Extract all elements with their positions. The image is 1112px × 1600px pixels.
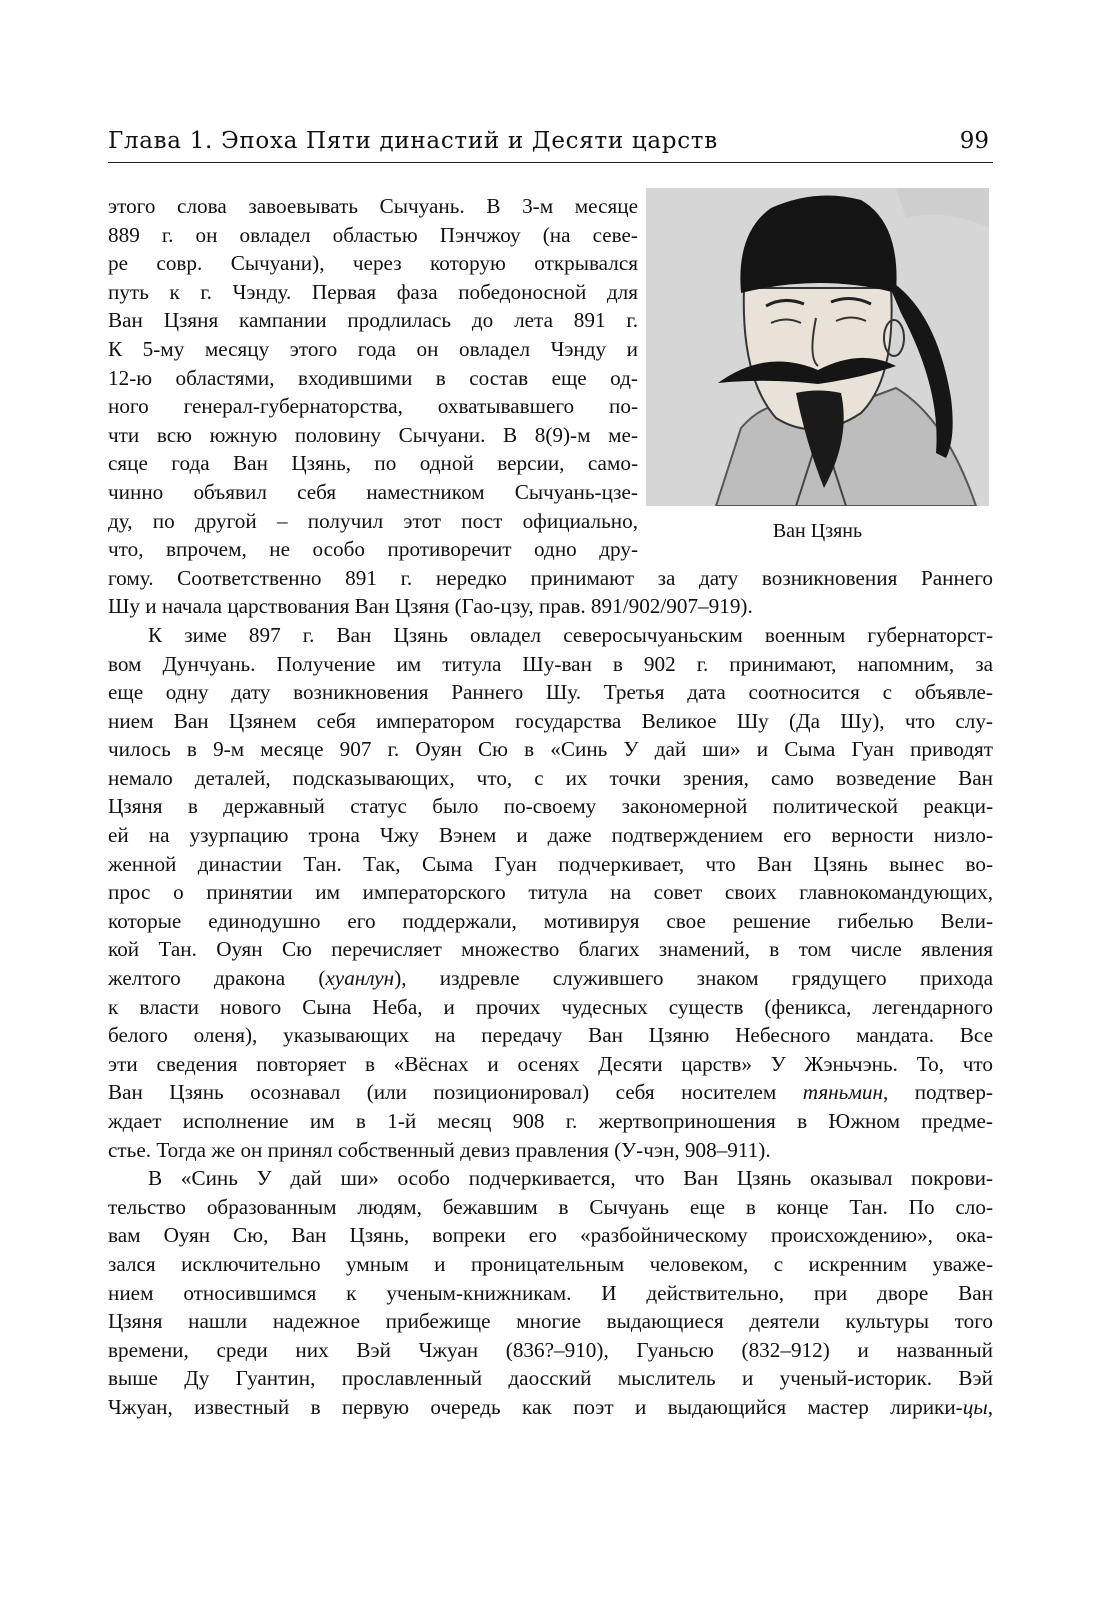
text-segment: ), издревле служившего знаком грядущего прихода [394,966,993,991]
text-line: времени, среди них Вэй Чжуан (836?–910), Гуаньсю (832–912) и названный [108,1337,993,1362]
text-line: ждает исполнение им в 1-й месяц 908 г. жертвоприношения в Южном предме- [108,1109,993,1133]
italic-term: хуанлун [325,966,395,991]
page-header [108,128,993,163]
text-line: ре совр. Сычуани), через которую открывался [108,251,638,276]
text-line: немало деталей, подсказывающих, что, с их точки зрения, само возведение Ван [108,765,993,790]
text-line: которые единодушно его поддержали, мотивируя свое решение гибелью Вели- [108,908,993,933]
text-line: что, впрочем, не особо противоречит одно дру- [108,537,638,562]
text-line: тельство образованным людям, бежавшим в Сычуань еще в конце Тан. По сло- [108,1194,993,1219]
text-line: вом Дунчуань. Получение им титула Шу-ван в 902 г. принимают, напомним, за [108,651,993,676]
text-line [108,1078,993,1107]
text-line: белого оленя), указывающих на передачу Ван Цзяню Небесного мандата. Все [108,1023,993,1048]
text-line: ного генерал-губернаторства, охватывавшего по- [108,394,638,419]
text-line [108,1393,993,1422]
text-line: сяце года Ван Цзянь, по одной версии, само- [108,451,638,476]
text-line: Шу и начала царствования Ван Цзяня (Гао-цзу, прав. 891/902/907–919). [108,594,753,619]
text-line: 889 г. он овладел областью Пэнчжоу (на севе- [108,222,638,247]
text-line: стье. Тогда же он принял собственный девиз правления (У-чэн, 908–911). [108,1137,771,1162]
text-line: эти сведения повторяет в «Вёснах и осенях Десяти царств» У Жэньчэнь. То, что [108,1051,993,1076]
text-line: путь к г. Чэнду. Первая фаза победоносной для [108,279,638,304]
text-line: прос о принятии им императорского титула на совет своих главнокомандующих, [108,880,993,905]
italic-term: тяньмин [802,1080,883,1105]
text-line: гому. Соответственно 891 г. нередко принимают за дату возникновения Раннего [108,565,993,590]
text-line: к власти нового Сына Неба, и прочих чудесных существ (феникса, легендарного [108,994,993,1019]
text-segment: желтого дракона ( [108,966,326,991]
text-line: ду, по другой – получил этот пост официально, [108,508,638,533]
page-number: 99 [959,128,989,154]
text-segment: , [987,1394,993,1419]
text-line: чинно объявил себя наместником Сычуань-цзе- [108,479,638,504]
text-line: К зиме 897 г. Ван Цзянь овладел северосычуаньским военным губернаторст- [148,622,993,647]
text-segment: , подтвер- [882,1080,993,1105]
text-line: чти всю южную половину Сычуани. В 8(9)-м ме- [108,422,638,447]
body-text [108,192,993,1422]
text-line: зался исключительно умным и проницательным человеком, с искренним уваже- [108,1251,993,1276]
text-line: ей на узурпацию трона Чжу Вэнем и даже подтверждением его верности низло- [108,823,993,848]
text-line: этого слова завоевывать Сычуань. В 3-м месяце [108,194,638,218]
text-line: нием Ван Цзянем себя императором государства Великое Шу (Да Шу), что слу- [108,708,993,733]
text-line [108,964,993,993]
text-line: Цзяня нашли надежное прибежище многие выдающиеся деятели культуры того [108,1309,993,1334]
text-segment: Ван Цзянь осознавал (или позиционировал) себя носителем [108,1080,803,1105]
text-line: К 5-му месяцу этого года он овладел Чэнду и [108,336,638,361]
text-line: кой Тан. Оуян Сю перечисляет множество благих знамений, в том числе явления [108,937,993,962]
text-line: выше Ду Гуантин, прославленный даосский мыслитель и ученый-историк. Вэй [108,1366,993,1391]
text-line: В «Синь У дай ши» особо подчеркивается, что Ван Цзянь оказывал покрови- [148,1166,993,1191]
text-line: чилось в 9-м месяце 907 г. Оуян Сю в «Синь У дай ши» и Сыма Гуан приводят [108,737,993,762]
text-line: Ван Цзяня кампании продлилась до лета 891 г. [108,308,638,333]
text-line: Цзяня в державный статус было по-своему закономерной политической реакци- [108,794,993,819]
text-line: 12-ю областями, входившими в состав еще од- [108,365,638,390]
figure-caption: Ван Цзянь [772,520,863,542]
text-line: нием относившимся к ученым-книжникам. И действительно, при дворе Ван [108,1280,993,1305]
running-title: Глава 1. Эпоха Пяти династий и Десяти царств [108,128,718,154]
text-line: вам Оуян Сю, Ван Цзянь, вопреки его «разбойническому происхождению», ока- [108,1223,993,1248]
text-segment: Чжуан, известный в первую очередь как поэт и выдающийся мастер лирики- [108,1394,963,1419]
italic-term: цы [962,1394,988,1419]
text-line: женной династии Тан. Так, Сыма Гуан подчеркивает, что Ван Цзянь вынес во- [108,851,993,876]
text-line: еще одну дату возникновения Раннего Шу. Третья дата соотносится с объявле- [108,680,993,705]
